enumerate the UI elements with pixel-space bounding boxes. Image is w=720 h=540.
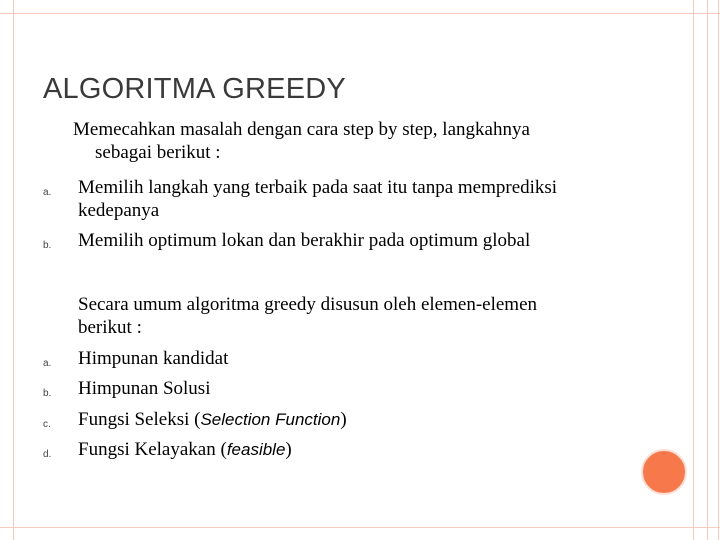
list-item-text: [78, 438, 638, 461]
frame-right-line: [693, 0, 694, 540]
frame-right-line: [707, 0, 708, 540]
elements-intro-line-1: Secara umum algoritma greedy disusun oleh elemen-elemen: [78, 294, 538, 315]
list-item-text: [78, 176, 638, 222]
list-item-text: [78, 408, 638, 431]
list-item-italic: feasible: [226, 440, 286, 459]
list-item-text: Himpunan Solusi: [78, 378, 211, 399]
elements-intro-line-2: berikut :: [78, 317, 142, 338]
list-marker: c.: [43, 419, 51, 430]
frame-top-line: [0, 13, 720, 14]
list-item-suffix: ): [285, 439, 292, 460]
list-item-text: Himpunan kandidat: [78, 348, 229, 369]
elements-intro-paragraph: [78, 293, 598, 339]
list-item-prefix: Fungsi Seleksi (: [78, 409, 201, 430]
list-marker: a.: [43, 187, 52, 198]
accent-circle: [641, 449, 687, 495]
list-item-line: Memilih langkah yang terbaik pada saat itu tanpa memprediksi: [78, 177, 558, 198]
list-item-italic: Selection Function: [200, 410, 341, 429]
list-item-suffix: ): [340, 409, 347, 430]
list-marker: d.: [43, 449, 52, 460]
list-marker: b.: [43, 240, 52, 251]
intro-line-2: sebagai berikut :: [95, 142, 221, 163]
slide-title: ALGORITMA GREEDY: [43, 73, 346, 105]
list-item-text: Memilih optimum lokan dan berakhir pada optimum global: [78, 230, 531, 251]
intro-paragraph: [73, 118, 633, 164]
list-marker: a.: [43, 358, 52, 369]
list-item-prefix: Fungsi Kelayakan (: [78, 439, 227, 460]
list-item-line: kedepanya: [78, 200, 160, 221]
frame-left-border: [0, 0, 14, 540]
frame-bottom-line: [0, 527, 720, 528]
intro-line-1: Memecahkan masalah dengan cara step by step, langkahnya: [73, 119, 530, 140]
list-marker: b.: [43, 388, 52, 399]
frame-right-line: [718, 0, 719, 540]
